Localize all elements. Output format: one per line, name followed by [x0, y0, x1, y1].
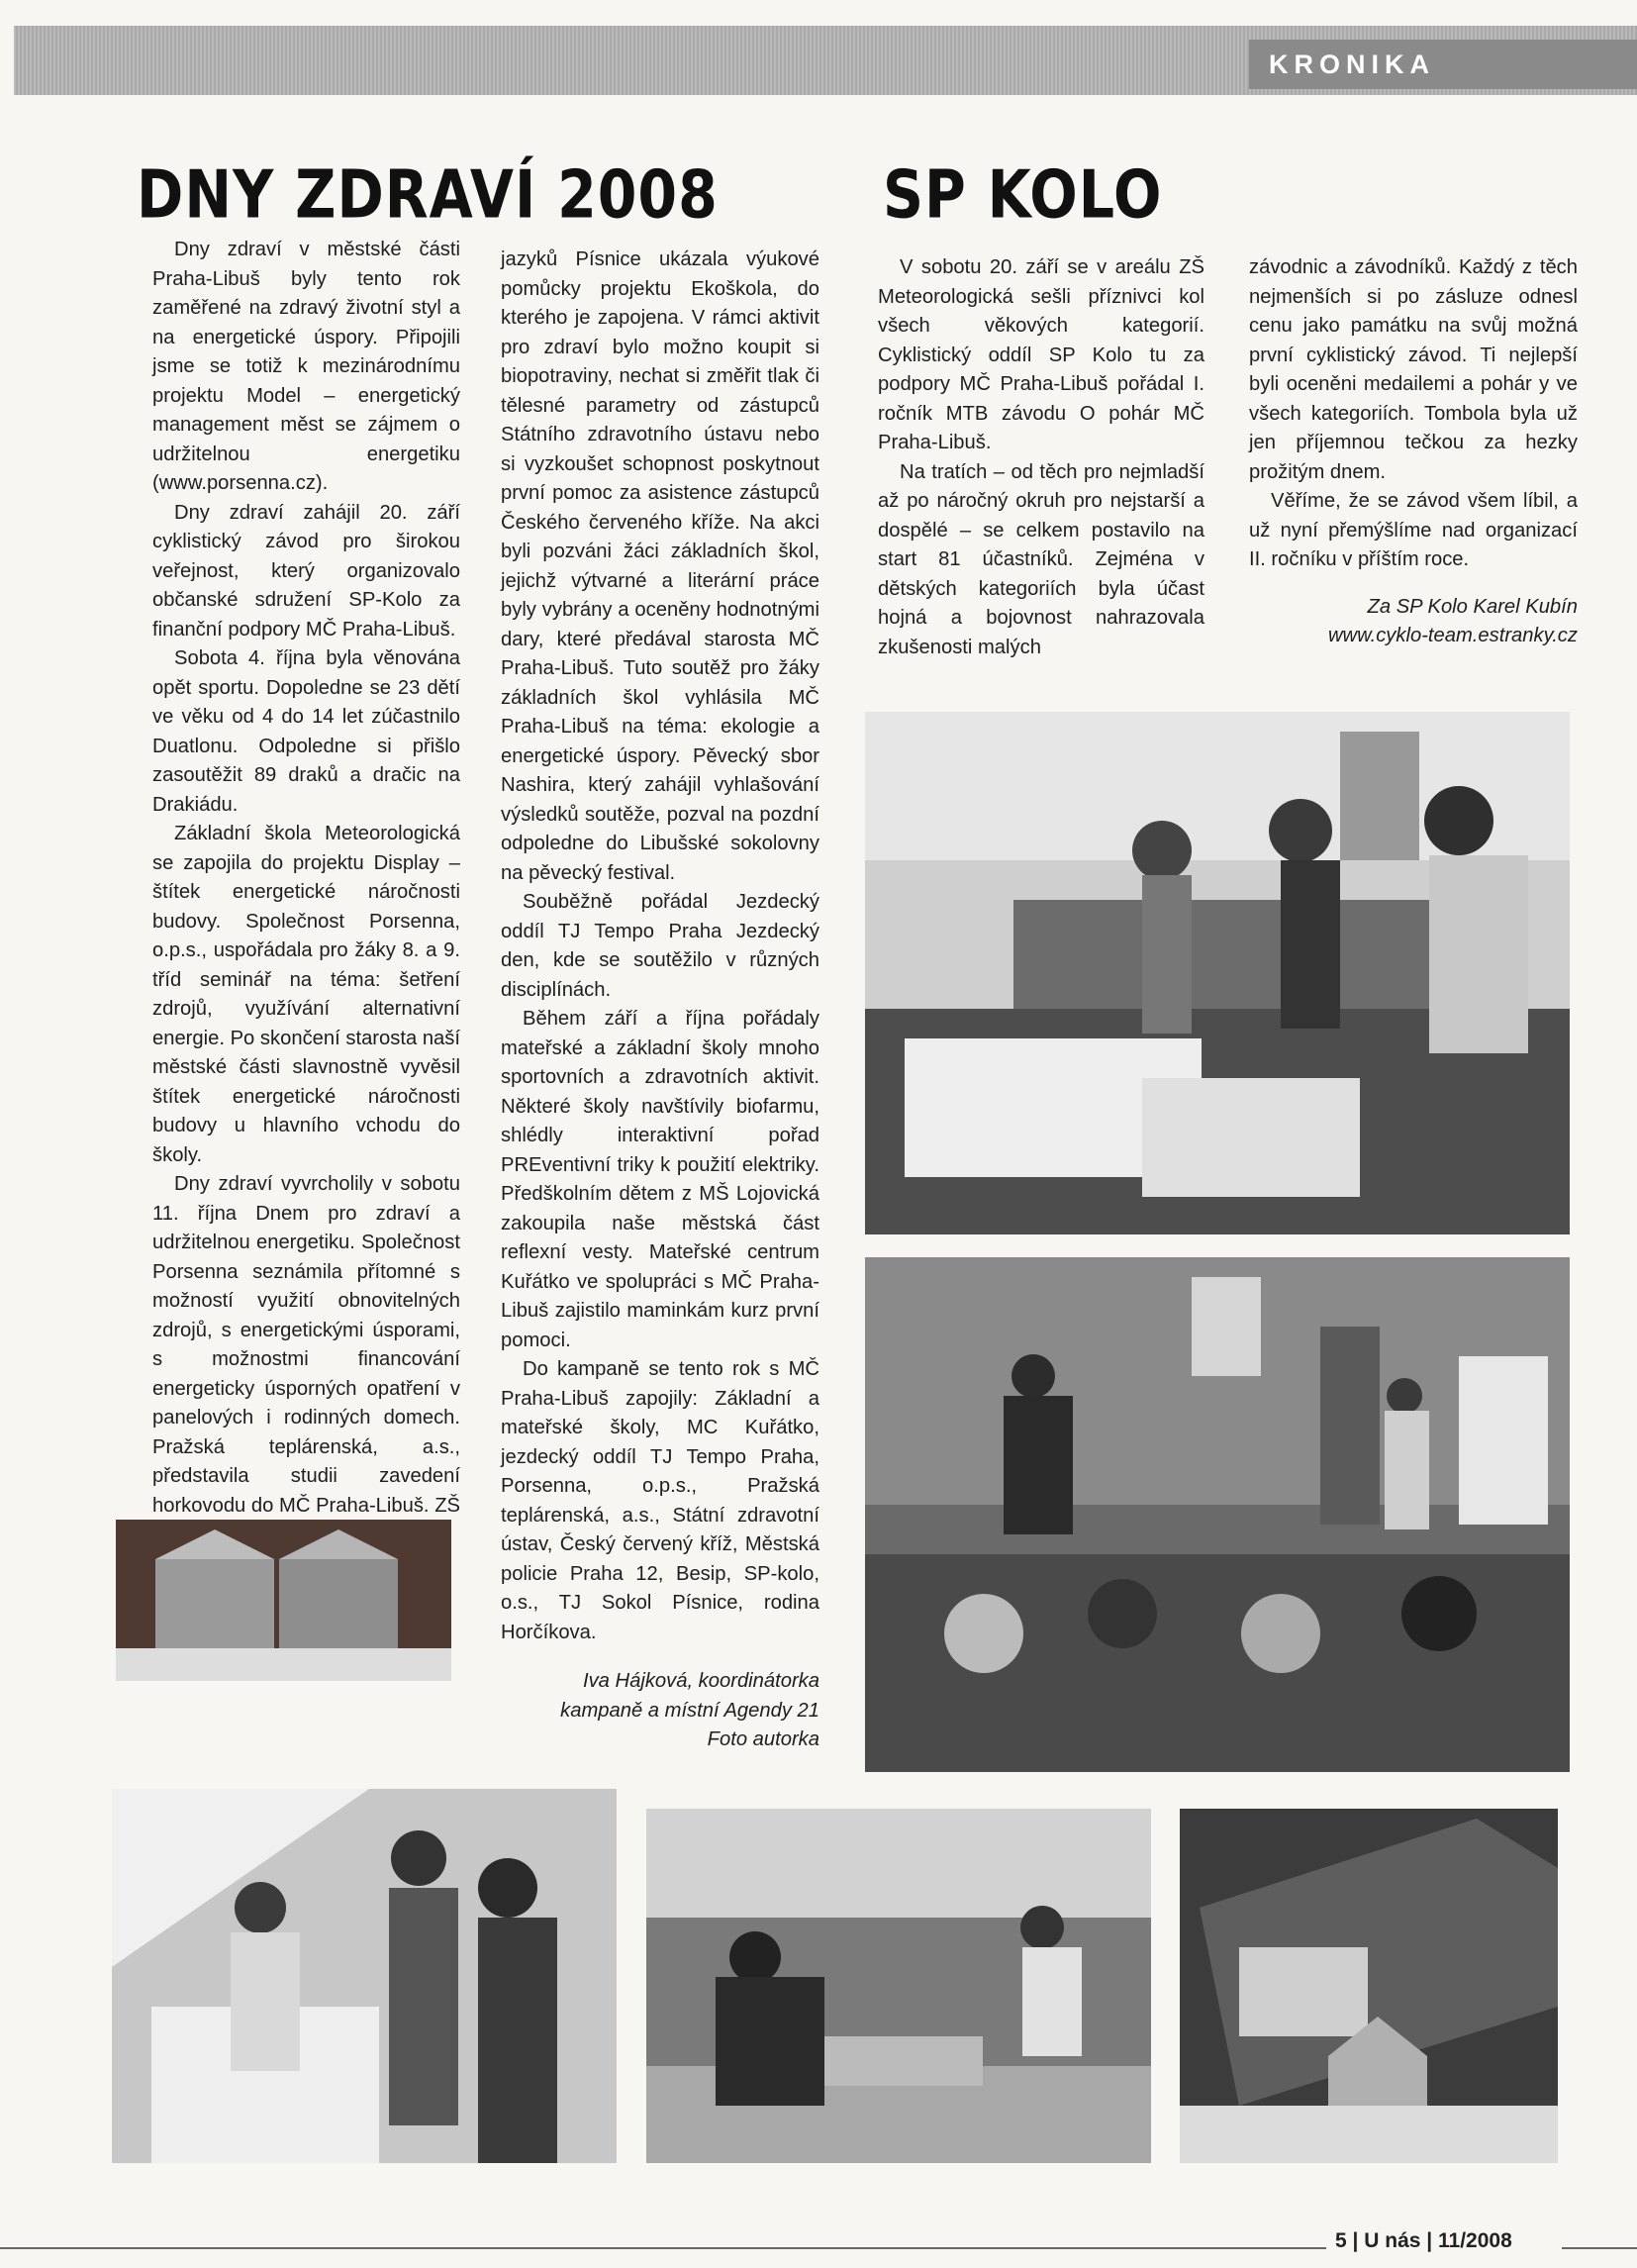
paragraph: Dny zdraví zahájil 20. září cyklistický závod pro širokou veřejnost, který organizovalo občanské sdružení SP-Kolo za finanční podpory MČ Praha-Libuš.	[152, 501, 460, 641]
page-footer: 5 | U nás | 11/2008	[1335, 2229, 1512, 2252]
paragraph: Souběžně pořádal Jezdecký oddíl TJ Tempo Praha Jezdecký den, kde se soutěžilo v různých disciplínách.	[501, 891, 819, 1001]
paragraph: závodnic a závodníků. Každý z těch nejmenších si po zásluze odnesl cenu jako památku na svůj možná první cyklistický závod. Ti nejlepší byli oceněni medailemi a pohár y ve všech kategoriích. Tombola byla už jen příjemnou tečkou za hezky prožitým dnem.	[1249, 256, 1578, 483]
article1-column1	[152, 236, 460, 1550]
article2-title: SP KOLO	[883, 156, 1163, 234]
article1-column2	[501, 246, 819, 1755]
section-tag: KRONIKA	[1249, 40, 1637, 89]
signature-line: Za SP Kolo Karel Kubín	[1367, 595, 1578, 618]
article2-column2	[1249, 253, 1578, 651]
photo-gym-presentation	[865, 1257, 1570, 1772]
article2-column1	[878, 253, 1204, 662]
photo-school-display	[116, 1520, 451, 1681]
paragraph: V sobotu 20. září se v areálu ZŠ Meteorologická sešli příznivci kol všech věkových kategorií. Cyklistický oddíl SP Kolo tu za podpory MČ Praha-Libuš pořádal I. ročník MTB závodu O pohár MČ Praha-Libuš.	[878, 256, 1204, 453]
article1-title: DNY ZDRAVÍ 2008	[137, 156, 719, 234]
paragraph: jazyků Písnice ukázala výukové pomůcky projektu Ekoškola, do kterého je zapojena. V rámci aktivit pro zdraví bylo možno koupit si biopotraviny, nechat si změřit tlak či tělesné parametry od zástupců Státního zdravotního ústavu nebo si vyzkoušet schopnost poskytnout první pomoc za asistence zástupců Českého červeného kříže. Na akci byli pozváni žáci základních škol, jejichž výtvarné a literární práce byly vybrány a oceněny hodnotnými dary, které předával starosta MČ Praha-Libuš. Tuto soutěž pro žáky základních škol vyhlásila MČ Praha-Libuš na téma: ekologie a energetické úspory. Pěvecký sbor Nashira, který zahájil vyhlašování výsledků soutěže, pozval na pozdní odpoledne do Libušské sokolovny na pěvecký festival.	[501, 248, 819, 884]
photo-info-stands	[865, 712, 1570, 1234]
page-number: 5	[1335, 2229, 1347, 2252]
paragraph: Sobota 4. října byla věnována opět sportu. Dopoledne se 23 dětí ve věku od 4 do 14 let zúčastnilo Duatlonu. Odpoledne si přišlo zasoutěžit 89 draků a dračic na Drakiádu.	[152, 647, 460, 816]
paragraph: Dny zdraví v městské části Praha-Libuš byly tento rok zaměřené na zdravý životní styl a na energetické úspory. Připojili jsme se totiž k mezinárodnímu projektu Model – energetický management měst se zájmem o udržitelnou energetiku (www.porsenna.cz).	[152, 239, 460, 494]
magazine-name: U nás	[1364, 2229, 1421, 2252]
signature-line: Foto autorka	[707, 1728, 819, 1750]
paragraph: Věříme, že se závod všem líbil, a už nyní přemýšlíme nad organizací II. ročníku v příštím roce.	[1249, 490, 1578, 570]
paragraph: Na tratích – od těch pro nejmladší až po náročný okruh pro nejstarší a dospělé – se celkem postavilo na start 81 účastníků. Zejména v dětských kategoriích byla účast hojná a bojovnost nahrazovala zkušenosti malých	[878, 460, 1204, 658]
paragraph: Dny zdraví vyvrcholily v sobotu 11. října Dnem pro zdraví a udržitelnou energetiku. Společnost Porsenna seznámila přítomné s možností využití obnovitelných zdrojů, s energetickými úsporami, s možnostmi financování energeticky úsporných opatření v panelových i rodinných domech. Pražská teplárenská, a.s., představila studii zavedení horkovodu do MČ Praha-Libuš. ZŠ	[152, 1173, 460, 1517]
signature-line: kampaně a místní Agendy 21	[560, 1699, 819, 1722]
issue-number: 11/2008	[1438, 2229, 1512, 2252]
photo-first-aid	[646, 1809, 1151, 2163]
signature-line: www.cyklo-team.estranky.cz	[1327, 625, 1578, 646]
paragraph: Během září a října pořádaly mateřské a základní školy mnoho sportovních a zdravotních aktivit. Některé školy navštívily biofarmu, shlédly interaktivní pořad PREventivní triky k použití elektriky. Předškolním dětem z MŠ Lojovická zakoupila naše městská část reflexní vesty. Mateřské centrum Kuřátko ve spolupráci s MČ Praha-Libuš zajistilo maminkám kurz první pomoci.	[501, 1008, 819, 1351]
paragraph: Do kampaně se tento rok s MČ Praha-Libuš zapojily: Základní a mateřské školy, MC Kuřátko, jezdecký oddíl TJ Tempo Praha, Porsenna, o.p.s., Pražská teplárenská, a.s., Státní zdravotní ústav, Český červený kříž, Městská policie Praha 12, Besip, SP-kolo, o.s., TJ Sokol Písnice, rodina Horčíkova.	[501, 1358, 819, 1643]
photo-energy-stand	[112, 1789, 617, 2163]
photo-energy-model	[1180, 1809, 1558, 2163]
paragraph: Základní škola Meteorologická se zapojila do projektu Display – štítek energetické náročnosti budovy. Společnost Porsenna, o.p.s., uspořádala pro žáky 8. a 9. tříd seminář na téma: šetření zdrojů, využívání alternativní energie. Po skončení starosta naší městské části slavnostně vyvěsil štítek energetické náročnosti budovy u hlavního vchodu do školy.	[152, 823, 460, 1166]
signature-line: Iva Hájková, koordinátorka	[582, 1670, 819, 1692]
footer-divider	[1562, 2247, 1637, 2249]
footer-divider	[0, 2247, 1326, 2249]
